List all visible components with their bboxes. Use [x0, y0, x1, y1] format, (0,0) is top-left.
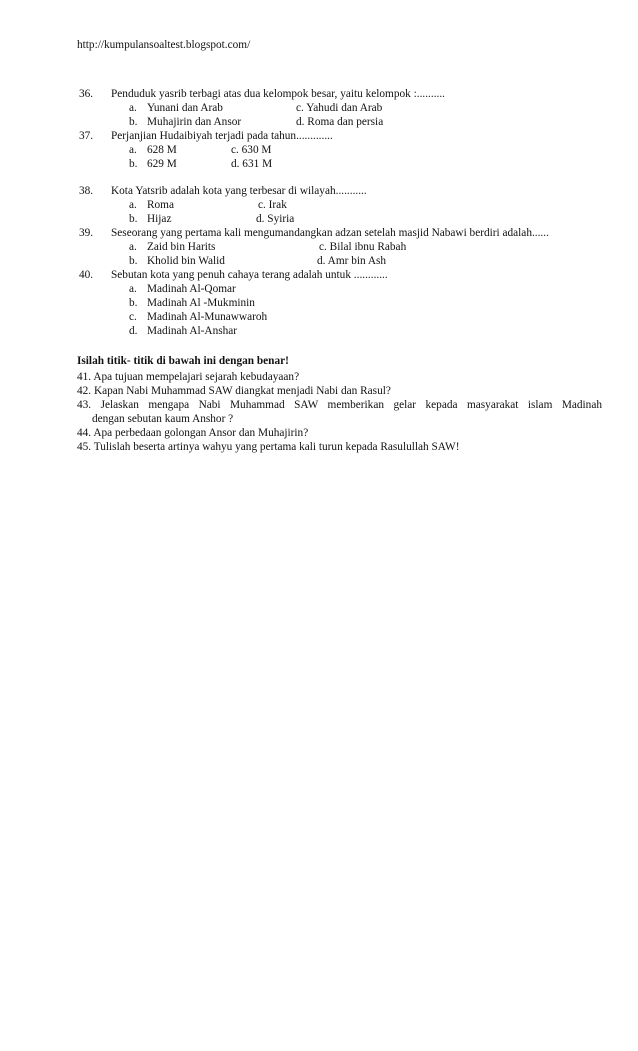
question-number: 37. [79, 130, 94, 142]
question-text: Penduduk yasrib terbagi atas dua kelompok besar, yaitu kelompok :.......... [111, 88, 445, 100]
option-text: 628 M [147, 144, 177, 156]
essay-section [77, 354, 602, 454]
option-text: c. Yahudi dan Arab [296, 102, 383, 114]
option-letter: a. [129, 199, 137, 211]
essay-question-43-continued: dengan sebutan kaum Anshor ? [92, 413, 234, 425]
option-letter: d. [129, 325, 138, 337]
option-letter: b. [129, 116, 138, 128]
essay-question-44: 44. Apa perbedaan golongan Ansor dan Muhajirin? [77, 427, 309, 439]
essay-instructions: Isilah titik- titik di bawah ini dengan benar! [77, 355, 289, 367]
question-text: Perjanjian Hudaibiyah terjadi pada tahun............. [111, 130, 333, 142]
option-text: d. 631 M [231, 158, 273, 170]
option-text: Hijaz [147, 213, 172, 225]
option-d [317, 254, 386, 268]
question-text: Kota Yatsrib adalah kota yang terbesar di wilayah........... [111, 185, 367, 197]
option-b [129, 212, 171, 226]
option-text: Kholid bin Walid [147, 255, 225, 267]
question-number: 39. [79, 227, 94, 239]
option-a [129, 240, 215, 254]
option-b [129, 296, 255, 310]
option-letter: a. [129, 283, 137, 295]
option-c [231, 143, 271, 157]
option-a [129, 101, 223, 115]
question-number: 36. [79, 88, 94, 100]
option-d [296, 115, 383, 129]
option-b [129, 115, 241, 129]
essay-question-43: 43. Jelaskan mengapa Nabi Muhammad SAW memberikan gelar kepada masyarakat islam Madinah [77, 399, 602, 411]
option-a [129, 143, 177, 157]
option-b [129, 157, 177, 171]
option-text: Zaid bin Harits [147, 241, 216, 253]
option-text: Madinah Al -Mukminin [147, 297, 255, 309]
option-text: c. Irak [258, 199, 287, 211]
option-text: Madinah Al-Munawwaroh [147, 311, 268, 323]
header-url: http://kumpulansoaltest.blogspot.com/ [77, 39, 251, 51]
option-text: Yunani dan Arab [147, 102, 223, 114]
option-b [129, 254, 225, 268]
option-a [129, 198, 174, 212]
option-text: c. Bilal ibnu Rabah [319, 241, 407, 253]
option-text: Muhajirin dan Ansor [147, 116, 242, 128]
option-text: Madinah Al-Anshar [147, 325, 238, 337]
option-text: 629 M [147, 158, 177, 170]
option-d [231, 157, 272, 171]
option-d [256, 212, 294, 226]
option-letter: a. [129, 102, 137, 114]
option-c [129, 310, 267, 324]
option-letter: b. [129, 213, 138, 225]
option-text: d. Roma dan persia [296, 116, 384, 128]
essay-question-41: 41. Apa tujuan mempelajari sejarah kebudayaan? [77, 371, 300, 383]
option-text: Roma [147, 199, 174, 211]
option-letter: c. [129, 311, 137, 323]
option-text: d. Syiria [256, 213, 295, 225]
question-text: Seseorang yang pertama kali mengumandangkan adzan setelah masjid Nabawi berdiri adalah...... [111, 227, 549, 239]
option-text: c. 630 M [231, 144, 272, 156]
question-number: 40. [79, 269, 94, 281]
option-c [319, 240, 406, 254]
option-letter: a. [129, 241, 137, 253]
option-letter: a. [129, 144, 137, 156]
option-c [296, 101, 382, 115]
option-c [258, 198, 287, 212]
option-d [129, 324, 237, 338]
essay-question-42: 42. Kapan Nabi Muhammad SAW diangkat menjadi Nabi dan Rasul? [77, 385, 391, 397]
option-letter: b. [129, 297, 138, 309]
essay-question-45: 45. Tulislah beserta artinya wahyu yang pertama kali turun kepada Rasulullah SAW! [77, 441, 460, 453]
option-letter: b. [129, 255, 138, 267]
question-text: Sebutan kota yang penuh cahaya terang adalah untuk ............ [111, 269, 388, 281]
option-letter: b. [129, 158, 138, 170]
option-text: d. Amr bin Ash [317, 255, 387, 267]
option-a [129, 282, 236, 296]
question-number: 38. [79, 185, 94, 197]
option-text: Madinah Al-Qomar [147, 283, 236, 295]
